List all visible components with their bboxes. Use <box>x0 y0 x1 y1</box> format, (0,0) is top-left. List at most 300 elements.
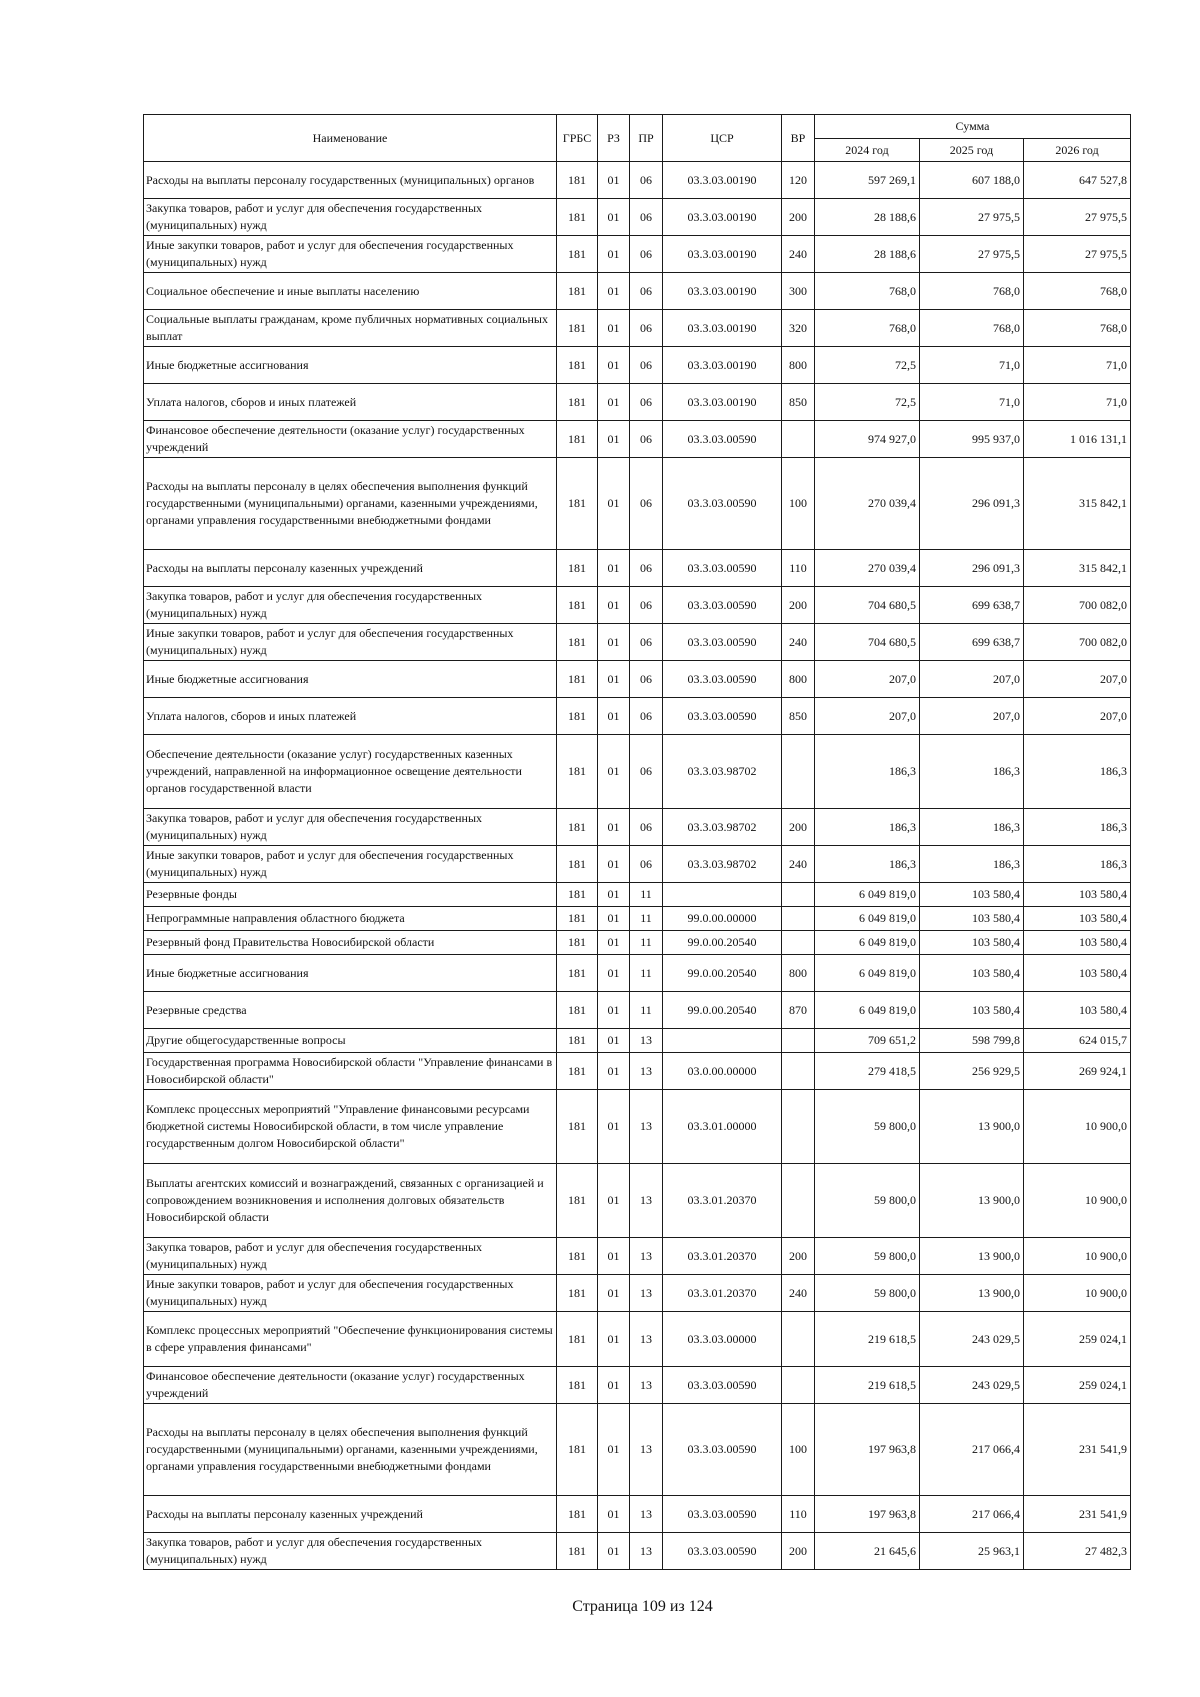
cell-pr: 13 <box>630 1367 663 1404</box>
cell-name: Обеспечение деятельности (оказание услуг) государственных казенных учреждений, направленной на информационное освещение деятельности органов государственной власти <box>144 735 557 809</box>
cell-rz: 01 <box>598 550 630 587</box>
cell-2024: 186,3 <box>815 846 920 883</box>
table-row <box>144 1533 1131 1570</box>
cell-2026: 71,0 <box>1024 347 1131 384</box>
table-row <box>144 199 1131 236</box>
cell-csr: 03.3.01.20370 <box>663 1164 782 1238</box>
cell-2024: 6 049 819,0 <box>815 883 920 907</box>
cell-rz: 01 <box>598 735 630 809</box>
cell-2026: 103 580,4 <box>1024 955 1131 992</box>
cell-grbs: 181 <box>557 846 598 883</box>
cell-vr: 100 <box>782 1404 815 1496</box>
cell-pr: 11 <box>630 992 663 1029</box>
cell-name: Иные закупки товаров, работ и услуг для обеспечения государственных (муниципальных) нужд <box>144 846 557 883</box>
cell-name: Расходы на выплаты персоналу казенных учреждений <box>144 1496 557 1533</box>
cell-rz: 01 <box>598 1533 630 1570</box>
cell-2024: 28 188,6 <box>815 199 920 236</box>
table-row <box>144 1029 1131 1053</box>
table-row <box>144 1275 1131 1312</box>
budget-table <box>143 114 1131 1570</box>
cell-2025: 296 091,3 <box>920 458 1024 550</box>
cell-vr: 200 <box>782 809 815 846</box>
cell-pr: 11 <box>630 931 663 955</box>
cell-rz: 01 <box>598 907 630 931</box>
cell-csr: 99.0.00.00000 <box>663 907 782 931</box>
cell-vr <box>782 907 815 931</box>
cell-name: Иные бюджетные ассигнования <box>144 347 557 384</box>
cell-2025: 71,0 <box>920 347 1024 384</box>
table-row <box>144 347 1131 384</box>
cell-2024: 6 049 819,0 <box>815 992 920 1029</box>
cell-rz: 01 <box>598 587 630 624</box>
table-row <box>144 809 1131 846</box>
cell-rz: 01 <box>598 1404 630 1496</box>
cell-vr: 870 <box>782 992 815 1029</box>
table-row <box>144 1238 1131 1275</box>
cell-2025: 186,3 <box>920 846 1024 883</box>
table-row <box>144 236 1131 273</box>
cell-vr: 240 <box>782 1275 815 1312</box>
cell-grbs: 181 <box>557 883 598 907</box>
table-row <box>144 1367 1131 1404</box>
cell-2024: 186,3 <box>815 735 920 809</box>
table-row <box>144 931 1131 955</box>
cell-2025: 13 900,0 <box>920 1164 1024 1238</box>
cell-pr: 06 <box>630 162 663 199</box>
cell-pr: 13 <box>630 1053 663 1090</box>
cell-csr <box>663 883 782 907</box>
table-row <box>144 458 1131 550</box>
cell-pr: 06 <box>630 458 663 550</box>
cell-grbs: 181 <box>557 1367 598 1404</box>
cell-pr: 06 <box>630 310 663 347</box>
cell-2024: 59 800,0 <box>815 1090 920 1164</box>
cell-2024: 207,0 <box>815 661 920 698</box>
cell-name: Иные закупки товаров, работ и услуг для обеспечения государственных (муниципальных) нужд <box>144 624 557 661</box>
cell-csr: 03.3.03.00590 <box>663 458 782 550</box>
cell-2026: 103 580,4 <box>1024 883 1131 907</box>
cell-2025: 103 580,4 <box>920 931 1024 955</box>
table-row <box>144 907 1131 931</box>
cell-pr: 11 <box>630 955 663 992</box>
cell-2025: 25 963,1 <box>920 1533 1024 1570</box>
cell-grbs: 181 <box>557 310 598 347</box>
cell-csr: 03.3.03.00190 <box>663 384 782 421</box>
cell-pr: 13 <box>630 1164 663 1238</box>
cell-2025: 699 638,7 <box>920 587 1024 624</box>
cell-rz: 01 <box>598 162 630 199</box>
cell-grbs: 181 <box>557 735 598 809</box>
cell-grbs: 181 <box>557 1029 598 1053</box>
header-name: Наименование <box>144 115 557 162</box>
cell-name: Непрограммные направления областного бюджета <box>144 907 557 931</box>
cell-2024: 59 800,0 <box>815 1275 920 1312</box>
cell-2025: 207,0 <box>920 698 1024 735</box>
cell-csr: 03.3.03.98702 <box>663 846 782 883</box>
cell-2025: 217 066,4 <box>920 1404 1024 1496</box>
cell-name: Иные закупки товаров, работ и услуг для обеспечения государственных (муниципальных) нужд <box>144 1275 557 1312</box>
cell-pr: 06 <box>630 384 663 421</box>
cell-2024: 974 927,0 <box>815 421 920 458</box>
cell-rz: 01 <box>598 1312 630 1367</box>
cell-2026: 768,0 <box>1024 310 1131 347</box>
cell-csr: 03.3.01.20370 <box>663 1275 782 1312</box>
table-row <box>144 384 1131 421</box>
cell-2025: 103 580,4 <box>920 883 1024 907</box>
cell-grbs: 181 <box>557 458 598 550</box>
cell-pr: 06 <box>630 550 663 587</box>
cell-pr: 13 <box>630 1533 663 1570</box>
cell-rz: 01 <box>598 199 630 236</box>
cell-name: Расходы на выплаты персоналу в целях обеспечения выполнения функций государственными (муниципальными) органами, казенными учреждениями, органами управления государственными внебюджетными фондами <box>144 458 557 550</box>
cell-2024: 279 418,5 <box>815 1053 920 1090</box>
cell-grbs: 181 <box>557 1404 598 1496</box>
cell-vr: 110 <box>782 550 815 587</box>
cell-vr <box>782 1029 815 1053</box>
cell-vr <box>782 421 815 458</box>
cell-2026: 647 527,8 <box>1024 162 1131 199</box>
cell-vr: 300 <box>782 273 815 310</box>
cell-csr: 03.3.03.00190 <box>663 273 782 310</box>
header-csr: ЦСР <box>663 115 782 162</box>
cell-csr: 03.3.03.00590 <box>663 1404 782 1496</box>
cell-rz: 01 <box>598 931 630 955</box>
cell-2025: 699 638,7 <box>920 624 1024 661</box>
cell-pr: 06 <box>630 421 663 458</box>
cell-2025: 103 580,4 <box>920 992 1024 1029</box>
cell-2024: 59 800,0 <box>815 1238 920 1275</box>
cell-rz: 01 <box>598 273 630 310</box>
cell-rz: 01 <box>598 384 630 421</box>
cell-csr: 03.3.03.00190 <box>663 236 782 273</box>
cell-2025: 598 799,8 <box>920 1029 1024 1053</box>
cell-name: Закупка товаров, работ и услуг для обеспечения государственных (муниципальных) нужд <box>144 199 557 236</box>
cell-pr: 13 <box>630 1029 663 1053</box>
table-row <box>144 955 1131 992</box>
cell-2026: 259 024,1 <box>1024 1367 1131 1404</box>
cell-vr <box>782 1164 815 1238</box>
cell-vr <box>782 1053 815 1090</box>
cell-name: Выплаты агентских комиссий и вознаграждений, связанных с организацией и сопровождением возникновения и исполнения долговых обязательств Новосибирской области <box>144 1164 557 1238</box>
cell-vr <box>782 1367 815 1404</box>
cell-csr: 03.3.03.00590 <box>663 1533 782 1570</box>
cell-2024: 197 963,8 <box>815 1404 920 1496</box>
cell-rz: 01 <box>598 421 630 458</box>
cell-name: Резервные средства <box>144 992 557 1029</box>
cell-2025: 13 900,0 <box>920 1275 1024 1312</box>
cell-vr <box>782 883 815 907</box>
cell-2025: 13 900,0 <box>920 1238 1024 1275</box>
cell-2024: 704 680,5 <box>815 624 920 661</box>
cell-csr <box>663 1029 782 1053</box>
cell-rz: 01 <box>598 1238 630 1275</box>
cell-grbs: 181 <box>557 1312 598 1367</box>
cell-2025: 186,3 <box>920 735 1024 809</box>
cell-2026: 269 924,1 <box>1024 1053 1131 1090</box>
table-row <box>144 992 1131 1029</box>
cell-name: Финансовое обеспечение деятельности (оказание услуг) государственных учреждений <box>144 421 557 458</box>
table-row <box>144 273 1131 310</box>
cell-2024: 207,0 <box>815 698 920 735</box>
cell-pr: 13 <box>630 1275 663 1312</box>
cell-2025: 103 580,4 <box>920 907 1024 931</box>
cell-csr: 03.3.03.00000 <box>663 1312 782 1367</box>
cell-pr: 13 <box>630 1312 663 1367</box>
cell-grbs: 181 <box>557 347 598 384</box>
cell-2025: 27 975,5 <box>920 236 1024 273</box>
cell-rz: 01 <box>598 883 630 907</box>
cell-rz: 01 <box>598 1029 630 1053</box>
cell-name: Социальное обеспечение и иные выплаты населению <box>144 273 557 310</box>
cell-csr: 03.3.03.00590 <box>663 624 782 661</box>
cell-rz: 01 <box>598 1275 630 1312</box>
cell-2026: 27 975,5 <box>1024 199 1131 236</box>
table-row <box>144 587 1131 624</box>
cell-pr: 06 <box>630 846 663 883</box>
cell-name: Государственная программа Новосибирской области "Управление финансами в Новосибирской области" <box>144 1053 557 1090</box>
cell-2026: 207,0 <box>1024 698 1131 735</box>
cell-rz: 01 <box>598 347 630 384</box>
cell-2026: 207,0 <box>1024 661 1131 698</box>
cell-name: Резервный фонд Правительства Новосибирской области <box>144 931 557 955</box>
header-vr: ВР <box>782 115 815 162</box>
cell-2024: 59 800,0 <box>815 1164 920 1238</box>
cell-name: Резервные фонды <box>144 883 557 907</box>
cell-grbs: 181 <box>557 992 598 1029</box>
cell-pr: 06 <box>630 273 663 310</box>
cell-vr: 200 <box>782 587 815 624</box>
cell-2025: 296 091,3 <box>920 550 1024 587</box>
cell-2026: 186,3 <box>1024 809 1131 846</box>
cell-pr: 06 <box>630 661 663 698</box>
cell-pr: 13 <box>630 1090 663 1164</box>
cell-rz: 01 <box>598 661 630 698</box>
table-body <box>144 162 1131 1570</box>
page-number: Страница 109 из 124 <box>572 1598 713 1615</box>
cell-vr: 240 <box>782 846 815 883</box>
cell-pr: 06 <box>630 347 663 384</box>
cell-name: Другие общегосударственные вопросы <box>144 1029 557 1053</box>
cell-rz: 01 <box>598 955 630 992</box>
cell-name: Уплата налогов, сборов и иных платежей <box>144 384 557 421</box>
cell-2026: 1 016 131,1 <box>1024 421 1131 458</box>
table-row <box>144 846 1131 883</box>
table-header <box>144 115 1131 162</box>
cell-grbs: 181 <box>557 421 598 458</box>
cell-2024: 270 039,4 <box>815 550 920 587</box>
table-row <box>144 624 1131 661</box>
table-row <box>144 1312 1131 1367</box>
table-row <box>144 661 1131 698</box>
cell-2025: 186,3 <box>920 809 1024 846</box>
cell-pr: 06 <box>630 587 663 624</box>
cell-2026: 231 541,9 <box>1024 1496 1131 1533</box>
cell-csr: 03.3.03.98702 <box>663 735 782 809</box>
cell-2024: 219 618,5 <box>815 1312 920 1367</box>
cell-rz: 01 <box>598 698 630 735</box>
cell-vr: 200 <box>782 1238 815 1275</box>
cell-grbs: 181 <box>557 624 598 661</box>
cell-2026: 10 900,0 <box>1024 1164 1131 1238</box>
cell-rz: 01 <box>598 992 630 1029</box>
cell-vr: 240 <box>782 236 815 273</box>
cell-grbs: 181 <box>557 1090 598 1164</box>
cell-pr: 13 <box>630 1404 663 1496</box>
cell-csr: 99.0.00.20540 <box>663 992 782 1029</box>
cell-2024: 597 269,1 <box>815 162 920 199</box>
cell-csr: 03.3.03.00590 <box>663 421 782 458</box>
cell-2026: 231 541,9 <box>1024 1404 1131 1496</box>
cell-2026: 315 842,1 <box>1024 458 1131 550</box>
cell-name: Расходы на выплаты персоналу государственных (муниципальных) органов <box>144 162 557 199</box>
cell-grbs: 181 <box>557 1238 598 1275</box>
table-row <box>144 1053 1131 1090</box>
cell-csr: 03.3.03.00590 <box>663 1496 782 1533</box>
cell-2025: 27 975,5 <box>920 199 1024 236</box>
cell-csr: 99.0.00.20540 <box>663 931 782 955</box>
cell-csr: 03.3.03.00590 <box>663 661 782 698</box>
cell-2026: 27 975,5 <box>1024 236 1131 273</box>
cell-2025: 71,0 <box>920 384 1024 421</box>
cell-rz: 01 <box>598 1164 630 1238</box>
cell-csr: 03.3.03.00590 <box>663 698 782 735</box>
cell-vr <box>782 1312 815 1367</box>
cell-2025: 256 929,5 <box>920 1053 1024 1090</box>
cell-pr: 11 <box>630 907 663 931</box>
cell-csr: 03.3.03.00190 <box>663 310 782 347</box>
cell-csr: 03.3.01.20370 <box>663 1238 782 1275</box>
cell-vr: 200 <box>782 199 815 236</box>
cell-grbs: 181 <box>557 587 598 624</box>
cell-2025: 768,0 <box>920 310 1024 347</box>
cell-name: Расходы на выплаты персоналу казенных учреждений <box>144 550 557 587</box>
cell-csr: 03.0.00.00000 <box>663 1053 782 1090</box>
cell-2026: 27 482,3 <box>1024 1533 1131 1570</box>
cell-vr: 320 <box>782 310 815 347</box>
cell-name: Закупка товаров, работ и услуг для обеспечения государственных (муниципальных) нужд <box>144 1238 557 1275</box>
cell-name: Иные бюджетные ассигнования <box>144 661 557 698</box>
cell-2026: 10 900,0 <box>1024 1275 1131 1312</box>
table-row <box>144 883 1131 907</box>
cell-vr: 800 <box>782 347 815 384</box>
cell-rz: 01 <box>598 458 630 550</box>
cell-2025: 243 029,5 <box>920 1367 1024 1404</box>
cell-2026: 768,0 <box>1024 273 1131 310</box>
cell-pr: 06 <box>630 698 663 735</box>
cell-2024: 6 049 819,0 <box>815 907 920 931</box>
table-row <box>144 1164 1131 1238</box>
cell-grbs: 181 <box>557 199 598 236</box>
cell-grbs: 181 <box>557 931 598 955</box>
cell-grbs: 181 <box>557 273 598 310</box>
cell-name: Финансовое обеспечение деятельности (оказание услуг) государственных учреждений <box>144 1367 557 1404</box>
cell-pr: 06 <box>630 236 663 273</box>
cell-vr: 110 <box>782 1496 815 1533</box>
header-year-2026: 2026 год <box>1024 139 1131 162</box>
table-row <box>144 310 1131 347</box>
cell-name: Иные бюджетные ассигнования <box>144 955 557 992</box>
header-rz: РЗ <box>598 115 630 162</box>
cell-name: Расходы на выплаты персоналу в целях обеспечения выполнения функций государственными (муниципальными) органами, казенными учреждениями, органами управления государственными внебюджетными фондами <box>144 1404 557 1496</box>
cell-2025: 768,0 <box>920 273 1024 310</box>
cell-rz: 01 <box>598 1053 630 1090</box>
cell-2026: 259 024,1 <box>1024 1312 1131 1367</box>
cell-pr: 06 <box>630 199 663 236</box>
cell-rz: 01 <box>598 1367 630 1404</box>
cell-2026: 10 900,0 <box>1024 1090 1131 1164</box>
cell-2025: 217 066,4 <box>920 1496 1024 1533</box>
cell-csr: 03.3.01.00000 <box>663 1090 782 1164</box>
cell-grbs: 181 <box>557 1533 598 1570</box>
table-row <box>144 1496 1131 1533</box>
cell-rz: 01 <box>598 310 630 347</box>
cell-2024: 28 188,6 <box>815 236 920 273</box>
cell-2026: 71,0 <box>1024 384 1131 421</box>
table-row <box>144 162 1131 199</box>
cell-grbs: 181 <box>557 661 598 698</box>
cell-name: Закупка товаров, работ и услуг для обеспечения государственных (муниципальных) нужд <box>144 587 557 624</box>
cell-rz: 01 <box>598 846 630 883</box>
header-sum: Сумма <box>815 115 1131 139</box>
cell-csr: 03.3.03.00590 <box>663 587 782 624</box>
cell-grbs: 181 <box>557 809 598 846</box>
cell-vr <box>782 735 815 809</box>
header-year-2025: 2025 год <box>920 139 1024 162</box>
cell-grbs: 181 <box>557 1275 598 1312</box>
cell-csr: 03.3.03.00590 <box>663 1367 782 1404</box>
cell-csr: 03.3.03.98702 <box>663 809 782 846</box>
cell-pr: 06 <box>630 624 663 661</box>
cell-2025: 243 029,5 <box>920 1312 1024 1367</box>
cell-vr <box>782 931 815 955</box>
cell-2024: 186,3 <box>815 809 920 846</box>
cell-2024: 72,5 <box>815 384 920 421</box>
cell-vr: 240 <box>782 624 815 661</box>
cell-grbs: 181 <box>557 550 598 587</box>
cell-vr: 850 <box>782 698 815 735</box>
cell-name: Закупка товаров, работ и услуг для обеспечения государственных (муниципальных) нужд <box>144 1533 557 1570</box>
cell-vr: 120 <box>782 162 815 199</box>
cell-2024: 6 049 819,0 <box>815 955 920 992</box>
cell-vr <box>782 1090 815 1164</box>
table-row <box>144 421 1131 458</box>
cell-2026: 700 082,0 <box>1024 587 1131 624</box>
cell-2024: 197 963,8 <box>815 1496 920 1533</box>
cell-rz: 01 <box>598 236 630 273</box>
cell-vr: 100 <box>782 458 815 550</box>
cell-2026: 103 580,4 <box>1024 992 1131 1029</box>
cell-2026: 10 900,0 <box>1024 1238 1131 1275</box>
cell-name: Закупка товаров, работ и услуг для обеспечения государственных (муниципальных) нужд <box>144 809 557 846</box>
cell-2024: 72,5 <box>815 347 920 384</box>
cell-2024: 21 645,6 <box>815 1533 920 1570</box>
cell-rz: 01 <box>598 1496 630 1533</box>
cell-2024: 768,0 <box>815 310 920 347</box>
header-pr: ПР <box>630 115 663 162</box>
header-year-2024: 2024 год <box>815 139 920 162</box>
cell-vr: 850 <box>782 384 815 421</box>
cell-grbs: 181 <box>557 384 598 421</box>
cell-csr: 03.3.03.00190 <box>663 199 782 236</box>
table-row <box>144 550 1131 587</box>
cell-grbs: 181 <box>557 1053 598 1090</box>
table-row <box>144 735 1131 809</box>
cell-name: Иные закупки товаров, работ и услуг для обеспечения государственных (муниципальных) нужд <box>144 236 557 273</box>
cell-2024: 768,0 <box>815 273 920 310</box>
cell-2026: 700 082,0 <box>1024 624 1131 661</box>
cell-rz: 01 <box>598 809 630 846</box>
cell-grbs: 181 <box>557 236 598 273</box>
